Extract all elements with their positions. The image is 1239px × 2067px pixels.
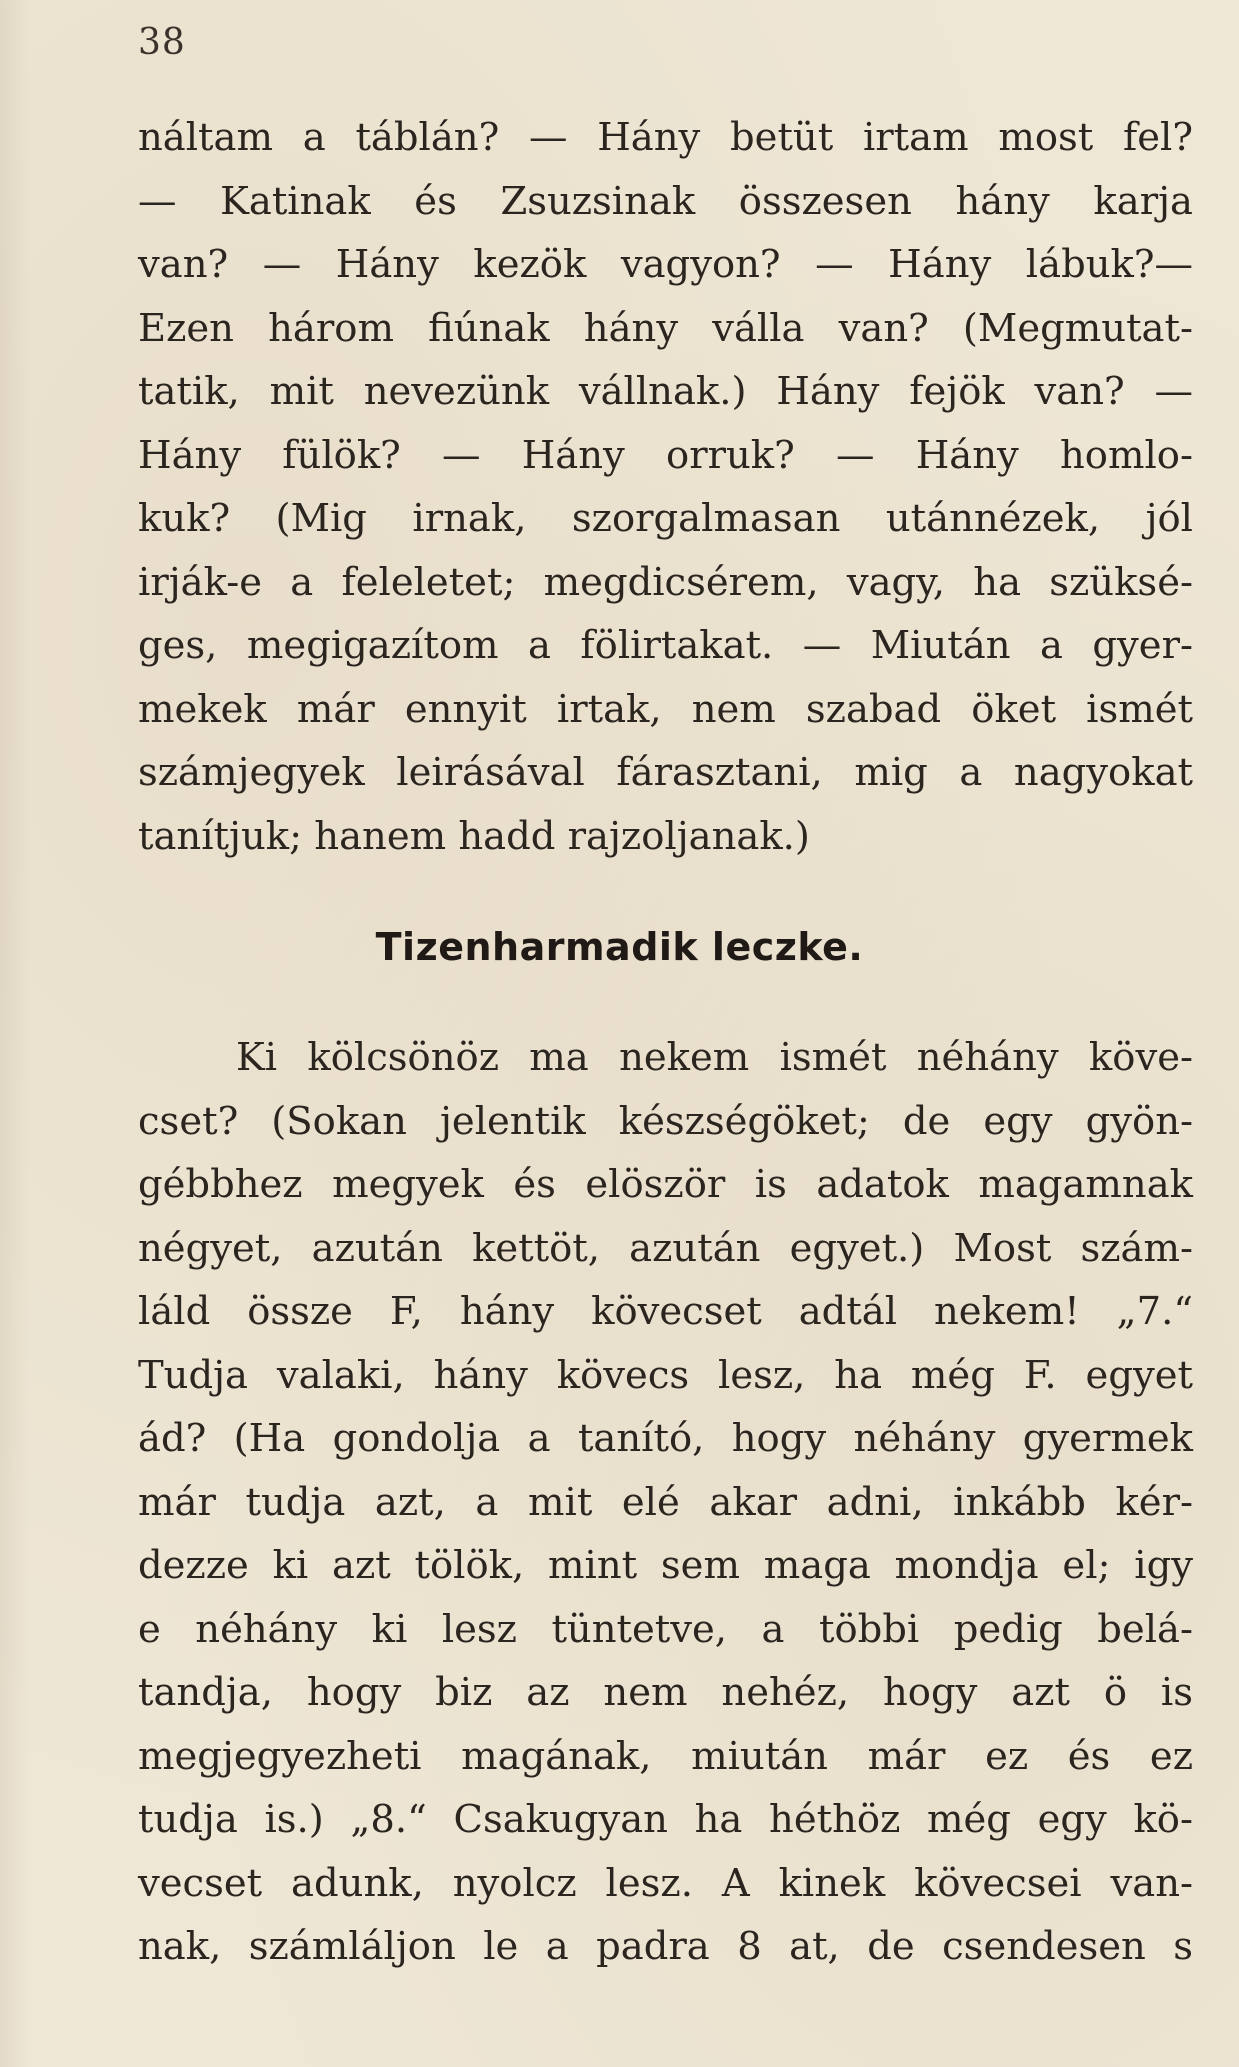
text-line: gébbhez megyek és elöször is adatok magamnak — [138, 1162, 1193, 1207]
text-line: — Katinak és Zsuzsinak összesen hány karja — [138, 178, 1193, 224]
text-line: Ezen három fiúnak hány válla van? (Megmutat- — [138, 305, 1193, 351]
text-line: dezze ki azt tölök, mint sem maga mondja el; igy — [138, 1543, 1193, 1588]
text-line: tudja is.) „8.“ Csakugyan ha héthöz még egy kö- — [138, 1797, 1193, 1842]
text-line: náltam a táblán? — Hány betüt irtam most fel? — [138, 115, 1193, 160]
text-line: nak, számláljon le a padra 8 at, de csendesen s — [138, 1924, 1193, 1969]
text-line: láld össze F, hány kövecset adtál nekem! „7.“ — [138, 1289, 1193, 1334]
text-line: ges, megigazítom a fölirtakat. — Miután a gyer- — [138, 623, 1193, 668]
text-line: megjegyezheti magának, miután már ez és ez — [138, 1733, 1193, 1779]
text-line: Hány fülök? — Hány orruk? — Hány homlo- — [138, 432, 1193, 478]
text-line: kuk? (Mig irnak, szorgalmasan utánnézek, jól — [138, 496, 1193, 541]
text-line: ád? (Ha gondolja a tanító, hogy néhány gyermek — [138, 1416, 1193, 1461]
text-line: e néhány ki lesz tüntetve, a többi pedig belá- — [138, 1606, 1193, 1652]
text-line: már tudja azt, a mit elé akar adni, inkább kér- — [138, 1479, 1193, 1525]
text-line: van? — Hány kezök vagyon? — Hány lábuk?— — [138, 242, 1193, 287]
text-line: Ki kölcsönöz ma nekem ismét néhány köve- — [236, 1035, 1193, 1080]
text-line: cset? (Sokan jelentik készségöket; de egy gyön- — [138, 1098, 1193, 1144]
page-number: 38 — [138, 22, 186, 63]
text-line: tatik, mit nevezünk vállnak.) Hány fejök van? — — [138, 369, 1193, 414]
paragraph-1 — [138, 106, 1193, 868]
text-line: négyet, azután kettöt, azután egyet.) Most szám- — [138, 1225, 1193, 1271]
text-line: vecset adunk, nyolcz lesz. A kinek kövecsei van- — [138, 1860, 1193, 1906]
text-line: irják-e a feleletet; megdicsérem, vagy, ha szüksé- — [138, 559, 1193, 605]
text-line: Tudja valaki, hány kövecs lesz, ha még F. egyet — [138, 1352, 1193, 1398]
section-heading: Tizenharmadik leczke. — [375, 925, 864, 969]
paragraph-2 — [138, 1026, 1193, 1979]
text-line: tandja, hogy biz az nem nehéz, hogy azt ö is — [138, 1670, 1193, 1715]
text-line: mekek már ennyit irtak, nem szabad öket ismét — [138, 686, 1193, 732]
text-line: tanítjuk; hanem hadd rajzoljanak.) — [138, 813, 810, 859]
text-line: számjegyek leirásával fárasztani, mig a nagyokat — [138, 750, 1193, 795]
